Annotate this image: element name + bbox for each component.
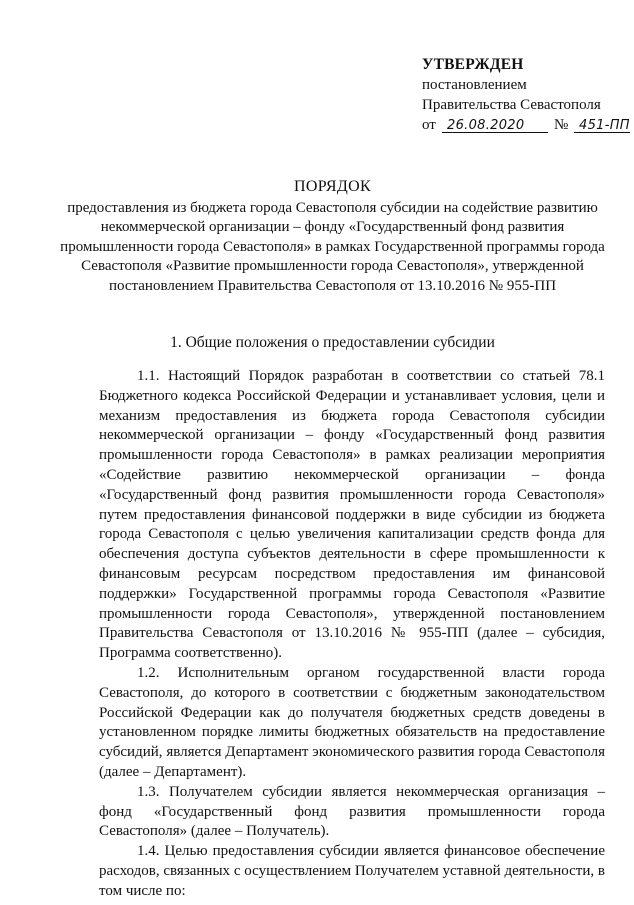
approval-number-label: № <box>554 117 569 133</box>
paragraph-1-4: 1.4. Целью предоставления субсидии является финансовое обеспечение расходов, связанных с осуществлением Получателем уставной деятельности, в том числе по: <box>99 843 605 899</box>
approval-date: 26.08.2020 <box>447 118 525 133</box>
paragraph-1-2: 1.2. Исполнительным органом государственной власти города Севастополя, до которого в соответствии с бюджетным законодательством Российской Федерации как до получателя бюджетных средств доведены в установленном порядке лимиты бюджетных обязательств на предоставление субсидий, является Департамент экономического развития города Севастополя (далее – Департамент). <box>99 664 605 780</box>
paragraph-1-1: 1.1. Настоящий Порядок разработан в соответствии со статьей 78.1 Бюджетного кодекса Российской Федерации и устанавливает условия, цели и механизм предоставления из бюджета города Севастополя субсидии некоммерческой организации – фонду «Государственный фонд развития промышленности города Севастополя» в рамках реализации мероприятия «Содействие развитию некоммерческой организации – фонда «Государственный фонд развития промышленности города Севастополя» путем предоставления финансовой поддержки в виде субсидии из бюджета города Севастополя с целью увеличения капитализации средств фонда для обеспечения доступа субъектов деятельности в сфере промышленности к финансовым ресурсам посредством предоставления им финансовой поддержки» Государственной программы города Севастополя «Развитие промышленности города Севастополя», утвержденной постановлением Правительства Севастополя от 13.10.2016 № 955-ПП (далее – субсидия, Программа соответственно). <box>99 368 605 662</box>
paragraph-1-3: 1.3. Получателем субсидии является некоммерческая организация – фонд «Государственный фонд развития промышленности города Севастополя» (далее – Получатель). <box>99 783 605 840</box>
approval-date-row <box>422 115 630 137</box>
approval-block <box>422 55 630 137</box>
approval-number: 451-ПП <box>579 118 630 133</box>
approval-title: УТВЕРЖДЕН <box>422 56 524 73</box>
approval-line-1: постановлением <box>422 77 527 93</box>
document-body <box>99 367 605 902</box>
document-subtitle: предоставления из бюджета города Севастополя субсидии на содействие развитию некоммерческой организации – фонду «Государственный фонд развития промышленности города Севастополя» в рамках Государственной программы города Севастополя «Развитие промышленности города Севастополя», утвержденной постановлением Правительства Севастополя от 13.10.2016 № 955-ПП <box>60 200 605 294</box>
document-title: ПОРЯДОК <box>294 178 371 195</box>
approval-from-label: от <box>422 117 436 133</box>
document-heading <box>60 176 605 296</box>
approval-line-2: Правительства Севастополя <box>422 97 601 113</box>
section-title: 1. Общие положения о предоставлении субсидии <box>170 334 495 351</box>
